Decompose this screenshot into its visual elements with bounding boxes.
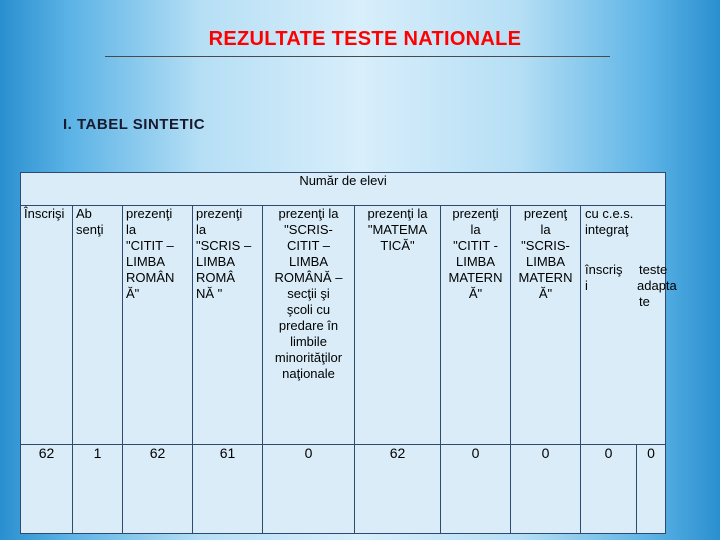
- table-header: Număr de elevi: [21, 173, 666, 206]
- table-cell: 62: [21, 445, 73, 534]
- table-cell: 62: [123, 445, 193, 534]
- column-header-ces-integrated-adapted: cu c.e.s. integraţ înscriş teste i adapta te: [581, 206, 666, 445]
- column-header-enrolled: Înscrişi: [21, 206, 73, 445]
- section-subtitle: I. TABEL SINTETIC: [63, 116, 206, 133]
- table-cell: 0: [581, 445, 637, 534]
- title-underline: [105, 56, 610, 57]
- table-cell: 0: [511, 445, 581, 534]
- column-header-absent: Ab senţi: [73, 206, 123, 445]
- table-cell: 1: [73, 445, 123, 534]
- column-header-present-writing-reading-minorities: prezenţi la "SCRIS- CITIT – LIMBA ROMÂNĂ – secţii şi şcoli cu predare în limbile minorităţilor naţionale: [263, 206, 355, 445]
- page-title: REZULTATE TESTE NATIONALE: [208, 28, 522, 50]
- table-cell: 0: [441, 445, 511, 534]
- column-header-present-mathematics: prezenţi la "MATEMA TICĂ": [355, 206, 441, 445]
- table-cell: 62: [355, 445, 441, 534]
- column-header-present-writing-romanian: prezenţi la "SCRIS – LIMBA ROMÂ NĂ ": [193, 206, 263, 445]
- table-cell: 0: [263, 445, 355, 534]
- column-header-present-writing-mother-tongue: prezenţ la "SCRIS- LIMBA MATERN Ă": [511, 206, 581, 445]
- column-header-present-reading-romanian: prezenţi la "CITIT – LIMBA ROMÂN Ă": [123, 206, 193, 445]
- table-cell: 61: [193, 445, 263, 534]
- results-table: [20, 172, 677, 534]
- table-cell: 0: [637, 445, 666, 534]
- column-header-present-reading-mother-tongue: prezenţi la "CITIT - LIMBA MATERN Ă": [441, 206, 511, 445]
